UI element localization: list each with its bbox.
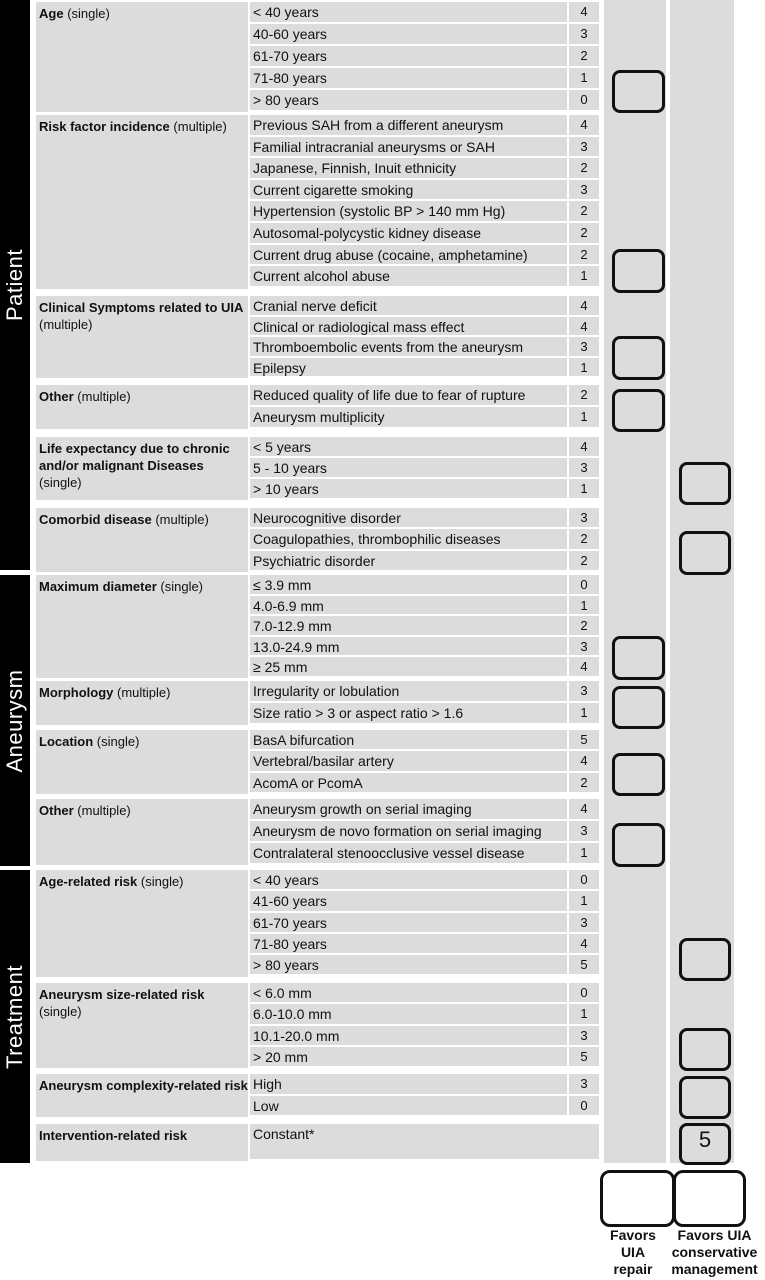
option-row[interactable] <box>250 821 599 843</box>
option-text: Cranial nerve deficit <box>253 298 377 314</box>
option-text: Hypertension (systolic BP > 140 mm Hg) <box>253 203 506 220</box>
option-text: 6.0-10.0 mm <box>253 1006 332 1023</box>
option-score: 3 <box>567 24 599 44</box>
option-text: < 5 years <box>253 439 311 455</box>
option-row[interactable] <box>250 358 599 379</box>
option-score: 3 <box>567 1074 599 1094</box>
option-row[interactable] <box>250 1004 599 1025</box>
group-label <box>36 508 248 572</box>
conservative-score-box-age-risk[interactable] <box>679 938 731 981</box>
group-qualifier: (multiple) <box>77 389 131 404</box>
option-score: 2 <box>567 201 599 221</box>
option-score: 3 <box>567 821 599 841</box>
conservative-score-box-life-expectancy[interactable] <box>679 462 731 505</box>
option-row[interactable] <box>250 529 599 550</box>
group-qualifier: (multiple) <box>39 317 93 332</box>
option-text: 71-80 years <box>253 70 327 86</box>
repair-score-box-risk-factors[interactable] <box>612 249 665 293</box>
option-score: 1 <box>567 843 599 863</box>
option-row[interactable] <box>250 90 599 112</box>
option-text: Aneurysm multiplicity <box>253 409 385 425</box>
group-title: Risk factor incidence <box>39 119 170 134</box>
option-row[interactable] <box>250 385 599 407</box>
group-label <box>36 2 248 112</box>
option-score: 2 <box>567 245 599 265</box>
option-text: < 40 years <box>253 872 319 888</box>
option-text: Coagulopathies, thrombophilic diseases <box>253 531 501 548</box>
option-row[interactable] <box>250 201 599 223</box>
option-score: 0 <box>567 1096 599 1116</box>
repair-score-box-symptoms[interactable] <box>612 336 665 380</box>
option-score: 5 <box>567 1047 599 1066</box>
option-row[interactable] <box>250 437 599 458</box>
total-conservative-box[interactable] <box>673 1170 746 1227</box>
option-score: 0 <box>567 90 599 110</box>
option-row[interactable] <box>250 955 599 976</box>
repair-score-box-other[interactable] <box>612 389 665 432</box>
option-score: 4 <box>567 657 599 676</box>
total-repair-box[interactable] <box>600 1170 675 1227</box>
group-label <box>36 730 248 794</box>
option-row[interactable] <box>250 891 599 912</box>
option-score <box>569 1124 599 1159</box>
option-text: Current cigarette smoking <box>253 181 414 198</box>
option-score: 4 <box>567 317 599 336</box>
option-row[interactable] <box>250 337 599 358</box>
option-score: 5 <box>567 730 599 749</box>
option-score: 1 <box>567 479 599 498</box>
group-label <box>36 385 248 429</box>
option-text: Previous SAH from a different aneurysm <box>253 117 504 133</box>
repair-score-box-location[interactable] <box>612 753 665 796</box>
option-text: Vertebral/basilar artery <box>253 753 394 770</box>
option-row[interactable] <box>250 681 599 703</box>
option-score: 4 <box>567 799 599 819</box>
option-text: Low <box>253 1097 279 1114</box>
group-qualifier: (single) <box>96 734 140 749</box>
option-text: Current alcohol abuse <box>253 268 390 285</box>
option-text: Japanese, Finnish, Inuit ethnicity <box>253 160 457 177</box>
option-score: 5 <box>567 955 599 974</box>
option-text: 40-60 years <box>253 26 327 42</box>
option-score: 0 <box>567 575 599 594</box>
option-score: 1 <box>567 703 599 723</box>
option-row[interactable] <box>250 575 599 596</box>
option-score: 4 <box>567 934 599 953</box>
group-label <box>36 983 248 1068</box>
group-label <box>36 870 248 977</box>
option-score: 4 <box>567 751 599 770</box>
option-text: > 20 mm <box>253 1048 308 1065</box>
option-text: 4.0-6.9 mm <box>253 597 324 614</box>
group-title: Other <box>39 803 74 818</box>
option-text: Familial intracranial aneurysms or SAH <box>253 138 495 155</box>
option-row[interactable] <box>250 68 599 90</box>
option-score: 2 <box>567 773 599 792</box>
option-score: 1 <box>567 891 599 910</box>
group-title: Morphology <box>39 685 114 700</box>
option-score: 4 <box>567 115 599 135</box>
group-qualifier: (multiple) <box>117 685 171 700</box>
group-label <box>36 115 248 289</box>
group-qualifier: (single) <box>39 1004 82 1019</box>
option-row[interactable] <box>250 913 599 934</box>
conservative-score-box-size-risk[interactable] <box>679 1028 731 1071</box>
option-row[interactable] <box>250 508 599 529</box>
option-score: 3 <box>567 458 599 477</box>
option-row[interactable] <box>250 115 599 137</box>
group-title: Maximum diameter <box>39 579 157 594</box>
group-title: Age-related risk <box>39 874 138 889</box>
option-text: < 40 years <box>253 4 319 20</box>
group-label <box>36 1074 248 1117</box>
section-patient: Patient <box>0 0 30 570</box>
option-score: 3 <box>567 508 599 527</box>
option-row[interactable] <box>250 551 599 572</box>
option-score: 1 <box>567 266 599 286</box>
option-text: 61-70 years <box>253 48 327 64</box>
option-score: 4 <box>567 437 599 456</box>
option-text: Constant* <box>253 1126 315 1142</box>
group-title: Clinical Symptoms related to UIA <box>39 300 244 315</box>
option-score: 3 <box>567 137 599 157</box>
option-row[interactable] <box>250 223 599 245</box>
option-row[interactable] <box>250 637 599 658</box>
group-title: Other <box>39 389 74 404</box>
option-text: Clinical or radiological mass effect <box>253 318 465 335</box>
option-text: > 80 years <box>253 957 319 974</box>
option-score: 0 <box>567 983 599 1002</box>
section-aneurysm: Aneurysm <box>0 575 30 866</box>
option-text: 7.0-12.9 mm <box>253 618 332 634</box>
option-row[interactable] <box>250 24 599 46</box>
option-row[interactable] <box>250 245 599 267</box>
option-score: 2 <box>567 158 599 178</box>
option-text: Thromboembolic events from the aneurysm <box>253 339 523 355</box>
option-score: 4 <box>567 2 599 22</box>
option-score: 3 <box>567 637 599 656</box>
option-score: 4 <box>567 296 599 315</box>
group-qualifier: (multiple) <box>77 803 131 818</box>
group-label <box>36 437 248 500</box>
option-score: 3 <box>567 913 599 932</box>
option-text: 10.1-20.0 mm <box>253 1027 340 1044</box>
option-row[interactable] <box>250 983 599 1004</box>
conservative-score-box-comorbid[interactable] <box>679 531 731 575</box>
option-text: 13.0-24.9 mm <box>253 638 340 655</box>
option-text: Reduced quality of life due to fear of rupture <box>253 387 526 403</box>
option-row[interactable] <box>250 799 599 821</box>
repair-score-box-age[interactable] <box>612 70 665 113</box>
group-qualifier: (single) <box>39 475 82 490</box>
option-row[interactable] <box>250 1026 599 1047</box>
group-qualifier: (single) <box>140 874 184 889</box>
repair-score-box-diameter[interactable] <box>612 636 665 680</box>
option-text: Autosomal-polycystic kidney disease <box>253 225 481 241</box>
option-score: 3 <box>567 1026 599 1045</box>
option-row[interactable] <box>250 703 599 725</box>
conservative-score-box-intervention-risk[interactable] <box>679 1123 731 1165</box>
group-title: Aneurysm size-related risk <box>39 987 205 1002</box>
conservative-column <box>670 0 734 1163</box>
option-text: Aneurysm de novo formation on serial imaging <box>253 823 542 839</box>
option-score: 1 <box>567 68 599 88</box>
option-text: 61-70 years <box>253 914 327 931</box>
option-row[interactable] <box>250 657 599 678</box>
group-qualifier: (single) <box>160 579 204 594</box>
group-title: Age <box>39 6 64 21</box>
repair-column <box>604 0 666 1163</box>
option-row[interactable] <box>250 773 599 794</box>
option-row[interactable] <box>250 296 599 317</box>
option-row[interactable] <box>250 479 599 500</box>
option-row[interactable] <box>250 407 599 429</box>
option-row[interactable] <box>250 730 599 751</box>
option-row[interactable] <box>250 266 599 288</box>
option-text: > 80 years <box>253 92 319 108</box>
option-text: Irregularity or lobulation <box>253 683 400 699</box>
option-row[interactable] <box>250 137 599 159</box>
option-text: 71-80 years <box>253 935 327 952</box>
option-text: High <box>253 1076 282 1092</box>
option-row[interactable] <box>250 1124 599 1161</box>
option-text: Epilepsy <box>253 359 306 376</box>
option-text: Psychiatric disorder <box>253 552 376 569</box>
option-row[interactable] <box>250 458 599 479</box>
option-score: 2 <box>567 46 599 66</box>
group-title: Comorbid disease <box>39 512 152 527</box>
option-score: 2 <box>567 385 599 405</box>
option-row[interactable] <box>250 2 599 24</box>
constant-value: 5 <box>698 1127 712 1152</box>
favors-conservative-label: Favors UIA conservative management <box>671 1227 758 1277</box>
repair-score-box-aneurysm-other[interactable] <box>612 823 665 867</box>
option-text: 41-60 years <box>253 893 327 910</box>
group-label <box>36 575 248 678</box>
option-row[interactable] <box>250 751 599 772</box>
group-title: Location <box>39 734 94 749</box>
option-score: 1 <box>567 596 599 615</box>
option-score: 2 <box>567 529 599 548</box>
repair-score-box-morphology[interactable] <box>612 686 665 729</box>
option-row[interactable] <box>250 46 599 68</box>
option-score: 2 <box>567 616 599 635</box>
group-qualifier: (multiple) <box>155 512 209 527</box>
group-qualifier: (multiple) <box>173 119 227 134</box>
option-row[interactable] <box>250 158 599 180</box>
option-row[interactable] <box>250 317 599 338</box>
option-text: > 10 years <box>253 481 319 497</box>
option-score: 1 <box>567 358 599 377</box>
option-row[interactable] <box>250 843 599 865</box>
option-score: 1 <box>567 1004 599 1023</box>
option-text: < 6.0 mm <box>253 985 312 1001</box>
option-score: 1 <box>567 407 599 427</box>
option-row[interactable] <box>250 934 599 955</box>
option-text: AcomA or PcomA <box>253 774 363 791</box>
option-row[interactable] <box>250 1096 599 1118</box>
option-score: 2 <box>567 223 599 243</box>
option-text: Aneurysm growth on serial imaging <box>253 801 472 817</box>
option-row[interactable] <box>250 870 599 891</box>
option-text: ≤ 3.9 mm <box>253 577 312 593</box>
group-label <box>36 1124 248 1161</box>
option-row[interactable] <box>250 1074 599 1096</box>
option-score: 3 <box>567 337 599 356</box>
option-row[interactable] <box>250 596 599 617</box>
option-row[interactable] <box>250 1047 599 1068</box>
option-row[interactable] <box>250 616 599 637</box>
favors-repair-label: Favors UIA repair <box>610 1227 656 1277</box>
option-text: Current drug abuse (cocaine, amphetamine) <box>253 246 528 263</box>
group-label <box>36 681 248 725</box>
option-text: Contralateral stenoocclusive vessel disease <box>253 845 525 861</box>
option-score: 3 <box>567 681 599 701</box>
group-qualifier: (single) <box>67 6 110 21</box>
option-text: Neurocognitive disorder <box>253 510 401 526</box>
group-label <box>36 296 248 378</box>
option-row[interactable] <box>250 180 599 202</box>
section-treatment: Treatment <box>0 870 30 1163</box>
group-title: Intervention-related risk <box>39 1128 188 1143</box>
option-score: 2 <box>567 551 599 570</box>
group-title: Life expectancy due to chronic and/or malignant Diseases <box>39 441 230 473</box>
option-text: BasA bifurcation <box>253 732 355 748</box>
option-score: 3 <box>567 180 599 200</box>
option-text: ≥ 25 mm <box>253 659 308 675</box>
option-text: 5 - 10 years <box>253 460 327 476</box>
group-title: Aneurysm complexity-related risk <box>39 1078 248 1093</box>
conservative-score-box-complexity-risk[interactable] <box>679 1076 731 1119</box>
option-text: Size ratio > 3 or aspect ratio > 1.6 <box>253 705 464 721</box>
group-label <box>36 799 248 865</box>
option-score: 0 <box>567 870 599 889</box>
